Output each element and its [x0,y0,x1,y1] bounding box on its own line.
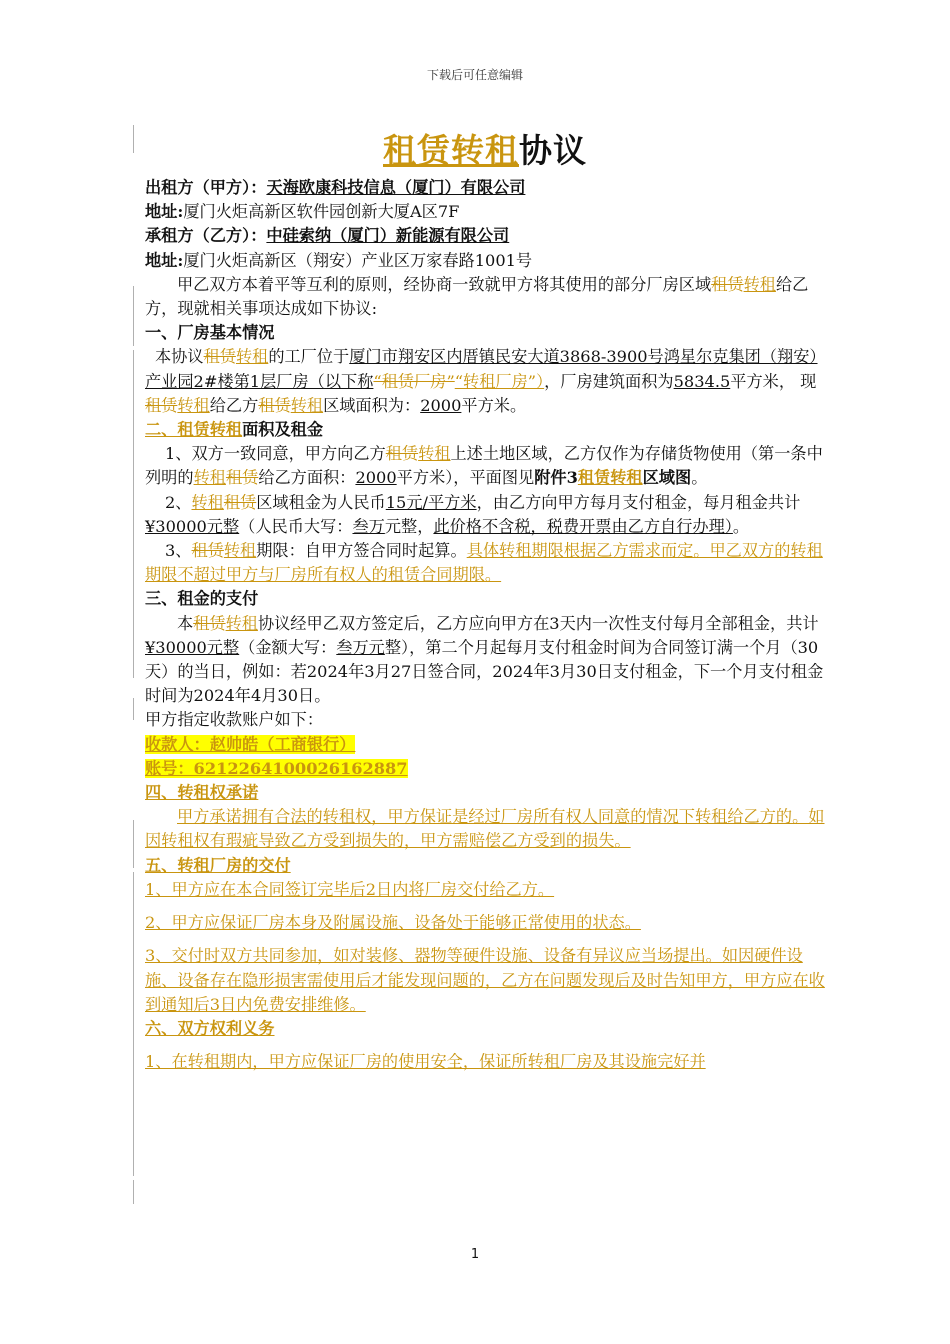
section-4-heading: 四、转租权承诺 [145,783,259,803]
revision-bar [133,125,134,153]
section-5-heading: 五、转租厂房的交付 [145,855,291,875]
lessor-address: 厦门火炬高新区软件园创新大厦A区7F [183,202,460,222]
lessor-address-line [145,200,825,224]
intro-paragraph: 甲乙双方本着平等互利的原则，经协商一致就甲方将其使用的部分厂房区域租赁转租给乙方，现就相关事项达成如下协议: [145,274,809,319]
lessor-address-label: 地址: [145,202,184,222]
section-5-item-3: 3、交付时双方共同参加，如对装修、器物等硬件设施、设备有异议应当场提出。如因硬件设施、设备存在隐形损害需使用后才能发现问题的，乙方在问题发现后及时告知甲方，甲方应在收到通知后3日内免费安排维修。 [145,946,825,1014]
revision-bar [133,872,134,1176]
revision-bar [133,698,134,720]
header-note: 下载后可任意编辑 [426,68,523,82]
section-3-heading: 三、租金的支付 [145,589,259,609]
revision-bar [133,286,134,346]
section-2-item-3: 3、租赁转租期限：自甲方签合同时起算。具体转租期限根据乙方需求而定。甲乙双方的转租期限不超过甲方与厂房所有权人的租赁合同期限。 [145,541,823,585]
section-1-heading: 一、厂房基本情况 [145,323,275,343]
page-number: 1 [470,1247,480,1262]
lessee-line [145,224,825,248]
section-5-item-1: 1、甲方应在本合同签订完毕后2日内将厂房交付给乙方。 [145,879,555,899]
section-2-item-2: 2、转租租赁区域租金为人民币15元/平方米，由乙方向甲方每月支付租金，每月租金共计¥30000元整（人民币大写：叁万元整，此价格不含税，税费开票由乙方自行办理）。 [145,492,801,536]
title-inserted-text: 租赁转租 [383,131,519,170]
section-6-heading: 六、双方权利义务 [145,1018,275,1038]
revision-bar [133,820,134,868]
document-body [145,128,825,1074]
lessee-name: 中硅索纳（厦门）新能源有限公司 [266,226,510,246]
section-6-item-1: 1、在转租期内，甲方应保证厂房的使用安全，保证所转租厂房及其设施完好并 [145,1052,706,1072]
lessor-name: 天海欧康科技信息（厦门）有限公司 [266,178,526,197]
revision-bar [133,454,134,678]
revision-bar [133,1180,134,1204]
section-2-heading: 二、租赁转租面积及租金 [145,420,324,440]
section-1-body: 本协议租赁转租的工厂位于厦门市翔安区内厝镇民安大道3868-3900号鸿星尔克集团（翔安）产业园2#楼第1层厂房（以下称“租赁厂房”“转租厂房”），厂房建筑面积为5834.5平方米， 现租赁转租给乙方租赁转租区域面积为：2000平方米。 [145,347,818,415]
lessee-address-label: 地址: [145,250,184,270]
lessee-label: 承租方（乙方）： [145,226,267,246]
account-intro: 甲方指定收款账户如下： [145,710,324,730]
lessor-line [145,176,825,200]
revision-bar [133,350,134,454]
lessee-address: 厦门火炬高新区（翔安）产业区万家春路1001号 [183,250,533,270]
section-3-body: 本租赁转租协议经甲乙双方签定后，乙方应向甲方在3天内一次性支付每月全部租金，共计¥30000元整（金额大写：叁万元整），第二个月起每月支付租金时间为合同签订满一个月（30天）的当日，例如：若2024年3月27日签合同，2024年3月30日支付租金，下一个月支付租金时间为2024年4月30日。 [145,613,824,706]
section-4-body: 甲方承诺拥有合法的转租权，甲方保证是经过厂房所有权人同意的情况下转租给乙方的。如因转租权有瑕疵导致乙方受到损失的，甲方需赔偿乙方受到的损失。 [145,807,825,851]
section-5-item-2: 2、甲方应保证厂房本身及附属设施、设备处于能够正常使用的状态。 [145,913,641,933]
section-2-item-1: 1、双方一致同意，甲方向乙方租赁转租上述土地区域，乙方仅作为存储货物使用（第一条中列明的转租租赁给乙方面积：2000平方米），平面图见附件3租赁转租区域图。 [145,444,823,488]
document-title [145,128,825,174]
title-text: 协议 [519,131,587,170]
account-number-line: 账号：6212264100026162887 [145,758,408,778]
payee-line: 收款人：赵帅皓（工商银行） [145,734,356,754]
lessor-label: 出租方（甲方）： [145,178,267,197]
lessee-address-line [145,249,825,273]
